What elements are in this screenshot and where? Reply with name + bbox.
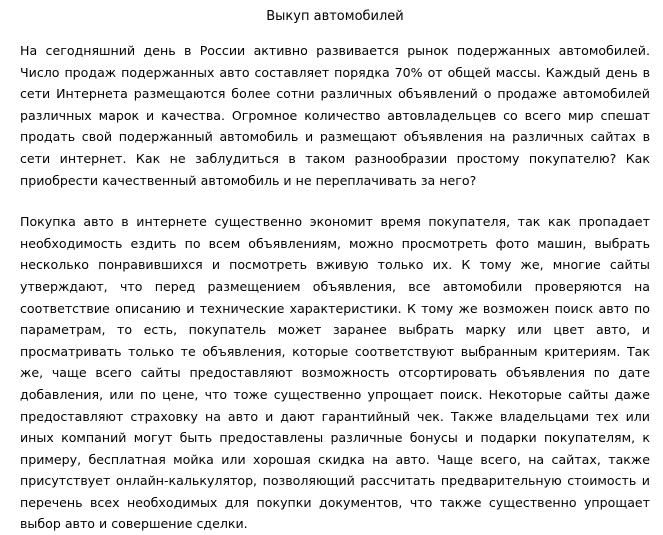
document-title: Выкуп автомобилей (266, 9, 404, 24)
document-page (20, 8, 650, 535)
paragraph-body: Покупка авто в интернете существенно экономит время покупателя, так как пропадает необходимость ездить по всем объявлениям, можно просмотреть фото машин, выбрать несколько понравившихся и посмотреть вживую только их. К тому же, многие сайты утверждают, что перед размещением объявления, все автомобили проверяются на соответствие описанию и технические характеристики. К тому же возможен поиск авто по параметрам, то есть, покупатель может заранее выбрать марку или цвет авто, и просматривать только те объявления, которые соответствуют выбранным критериям. Так же, чаще всего сайты предоставляют возможность отсортировать объявления по дате добавления, или по цене, что тоже существенно упрощает поиск. Некоторые сайты даже предоставляют страховку на авто и дают гарантийный чек. Также владельцами тех или иных компаний могут быть предоставлены различные бонусы и подарки покупателям, к примеру, бесплатная мойка или хорошая скидка на авто. Чаще всего, на сайтах, также присутствует онлайн-калькулятор, позволяющий рассчитать предварительную стоимость и перечень всех необходимых для покупки документов, что также существенно упрощает выбор авто и совершение сделки. (20, 214, 650, 532)
paragraph-intro: На сегодняшний день в России активно развивается рынок подержанных автомобилей. Число продаж подержанных авто составляет порядка 70% от общей массы. Каждый день в сети Интернета размещаются более сотни различных объявлений о продаже автомобилей различных марок и качества. Огромное количество автовладельцев со всего мир спешат продать свой подержанный автомобиль и размещают объявления на различных сайтах в сети интернет. Как не заблудиться в таком разнообразии простому покупателю? Как приобрести качественный автомобиль и не переплачивать за него? (20, 43, 650, 188)
